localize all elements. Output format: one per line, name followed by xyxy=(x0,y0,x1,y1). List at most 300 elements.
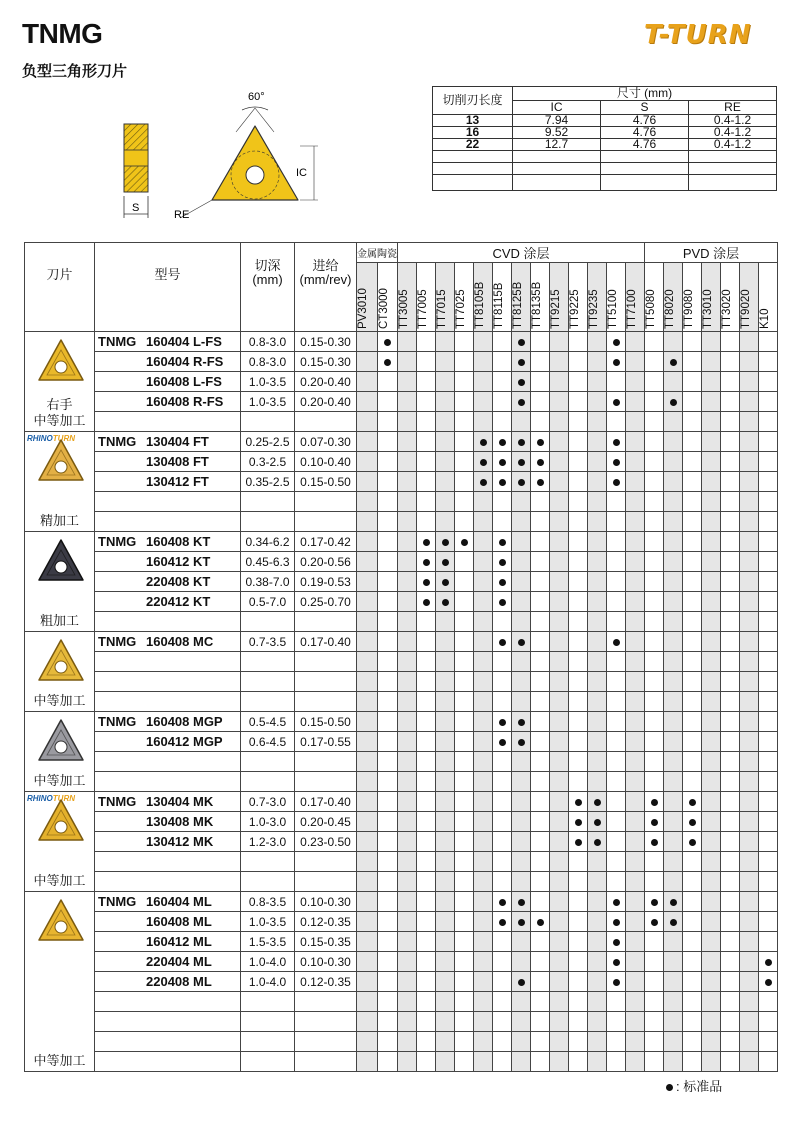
insert-mc-icon xyxy=(37,638,85,686)
grade-cell xyxy=(664,892,683,912)
grade-cell xyxy=(377,552,398,572)
grade-cell xyxy=(721,972,740,992)
grade-cell xyxy=(377,692,398,712)
grade-cell xyxy=(683,512,702,532)
machining-type-label: 中等加工 xyxy=(33,873,86,888)
grade-cell xyxy=(702,832,721,852)
grade-cell xyxy=(474,872,493,892)
feed-value xyxy=(295,1012,357,1032)
grade-cell xyxy=(626,452,645,472)
table-row xyxy=(25,952,778,972)
standard-dot-icon xyxy=(575,839,582,846)
grade-cell xyxy=(588,832,607,852)
grade-cell xyxy=(474,652,493,672)
grade-cell xyxy=(417,632,436,652)
grade-cell xyxy=(588,872,607,892)
table-row xyxy=(25,732,778,752)
table-row xyxy=(25,852,778,872)
grade-cell xyxy=(493,432,512,452)
grade-cell xyxy=(493,872,512,892)
grade-cell xyxy=(436,772,455,792)
grade-cell xyxy=(759,852,778,872)
grade-cell xyxy=(398,392,417,412)
grade-cell xyxy=(664,812,683,832)
grade-cell xyxy=(493,372,512,392)
grade-cell xyxy=(512,772,531,792)
grade-cell xyxy=(398,552,417,572)
grade-cell xyxy=(398,352,417,372)
grade-cell xyxy=(398,612,417,632)
grade-cell xyxy=(645,652,664,672)
grade-cell xyxy=(740,872,759,892)
grade-cell xyxy=(721,812,740,832)
grade-cell xyxy=(759,352,778,372)
feed-value xyxy=(295,992,357,1012)
grade-cell xyxy=(474,1052,493,1072)
grade-header xyxy=(626,263,645,332)
grade-cell xyxy=(377,372,398,392)
grade-cell xyxy=(512,952,531,972)
standard-dot-icon xyxy=(670,399,677,406)
grade-cell xyxy=(683,492,702,512)
grade-cell xyxy=(455,492,474,512)
grade-cell xyxy=(436,472,455,492)
grade-cell xyxy=(531,752,550,772)
grade-cell xyxy=(645,852,664,872)
feed-value xyxy=(295,852,357,872)
grade-cell xyxy=(702,452,721,472)
grade-cell xyxy=(721,512,740,532)
grade-cell xyxy=(740,552,759,572)
grade-cell xyxy=(357,372,378,392)
grade-cell xyxy=(664,692,683,712)
grade-cell xyxy=(417,392,436,412)
machining-type-label: 右手 中等加工 xyxy=(33,397,86,428)
grade-header xyxy=(455,263,474,332)
grade-cell xyxy=(588,572,607,592)
grade-cell xyxy=(664,1012,683,1032)
model-prefix: TNMG xyxy=(98,634,137,649)
grade-cell xyxy=(588,932,607,952)
grade-cell xyxy=(607,612,626,632)
grade-table xyxy=(24,242,778,1072)
grade-cell xyxy=(550,552,569,572)
grade-cell xyxy=(398,472,417,492)
grade-cell xyxy=(377,532,398,552)
grade-cell xyxy=(550,832,569,852)
grade-header xyxy=(493,263,512,332)
grade-cell xyxy=(474,472,493,492)
grade-cell xyxy=(702,392,721,412)
grade-cell xyxy=(550,1012,569,1032)
grade-cell xyxy=(357,852,378,872)
grade-cell xyxy=(512,912,531,932)
machining-type-label: 精加工 xyxy=(39,513,79,528)
grade-cell xyxy=(550,892,569,912)
grade-cell xyxy=(357,812,378,832)
grade-cell xyxy=(531,1012,550,1032)
grade-cell xyxy=(455,752,474,772)
grade-cell xyxy=(436,332,455,352)
grade-cell xyxy=(550,472,569,492)
grade-cell xyxy=(474,592,493,612)
grade-cell xyxy=(721,712,740,732)
grade-cell xyxy=(512,412,531,432)
model-code xyxy=(95,912,241,932)
grade-cell xyxy=(398,812,417,832)
grade-cell xyxy=(702,572,721,592)
model-number: 160408 KT xyxy=(146,534,211,549)
grade-cell xyxy=(493,692,512,712)
grade-cell xyxy=(759,572,778,592)
feed-value: 0.17-0.40 xyxy=(295,632,357,652)
grade-cell xyxy=(569,872,588,892)
grade-cell xyxy=(721,592,740,612)
grade-cell xyxy=(702,512,721,532)
grade-cell xyxy=(417,912,436,932)
grade-cell xyxy=(531,892,550,912)
grade-cell xyxy=(702,752,721,772)
ic-dimension-label: IC xyxy=(296,167,307,179)
grade-cell xyxy=(569,992,588,1012)
grade-cell xyxy=(759,792,778,812)
grade-cell xyxy=(377,652,398,672)
grade-cell xyxy=(569,1012,588,1032)
model-code xyxy=(95,732,241,752)
table-row xyxy=(25,592,778,612)
grade-cell xyxy=(398,712,417,732)
grade-cell xyxy=(455,432,474,452)
grade-cell xyxy=(512,872,531,892)
grade-cell xyxy=(683,692,702,712)
grade-cell xyxy=(569,1032,588,1052)
group-pvd: PVD 涂层 xyxy=(645,243,778,263)
grade-label: TT9235 xyxy=(588,289,600,329)
standard-dot-icon xyxy=(689,839,696,846)
model-code xyxy=(95,412,241,432)
grade-cell xyxy=(645,532,664,552)
grade-cell xyxy=(550,432,569,452)
model-code xyxy=(95,1032,241,1052)
standard-dot-icon xyxy=(518,479,525,486)
grade-cell xyxy=(626,912,645,932)
grade-cell xyxy=(474,992,493,1012)
grade-cell xyxy=(474,612,493,632)
grade-cell xyxy=(721,892,740,912)
grade-cell xyxy=(455,812,474,832)
grade-cell xyxy=(740,612,759,632)
grade-cell xyxy=(474,512,493,532)
grade-cell xyxy=(569,672,588,692)
grade-label: TT3010 xyxy=(702,289,714,329)
grade-cell xyxy=(569,492,588,512)
grade-cell xyxy=(721,572,740,592)
grade-cell xyxy=(455,732,474,752)
header-model: 型号 xyxy=(95,243,241,332)
grade-cell xyxy=(377,872,398,892)
grade-cell xyxy=(398,332,417,352)
grade-cell xyxy=(377,952,398,972)
grade-cell xyxy=(569,952,588,972)
feed-value: 0.15-0.35 xyxy=(295,932,357,952)
grade-cell xyxy=(740,372,759,392)
grade-cell xyxy=(702,372,721,392)
grade-cell xyxy=(531,812,550,832)
grade-cell xyxy=(550,372,569,392)
standard-dot-icon xyxy=(575,819,582,826)
model-number: 160408 MC xyxy=(146,634,214,649)
grade-cell xyxy=(474,552,493,572)
standard-dot-icon xyxy=(575,799,582,806)
grade-cell xyxy=(455,1032,474,1052)
grade-cell xyxy=(474,672,493,692)
model-code xyxy=(95,952,241,972)
table-row xyxy=(25,552,778,572)
grade-cell xyxy=(357,672,378,692)
grade-cell xyxy=(377,812,398,832)
grade-cell xyxy=(417,452,436,472)
grade-cell xyxy=(474,732,493,752)
grade-cell xyxy=(721,352,740,372)
grade-cell xyxy=(626,692,645,712)
grade-cell xyxy=(626,672,645,692)
grade-cell xyxy=(683,712,702,732)
table-row xyxy=(25,792,778,812)
grade-cell xyxy=(759,812,778,832)
grade-cell xyxy=(702,792,721,812)
grade-cell xyxy=(512,652,531,672)
grade-cell xyxy=(588,512,607,532)
grade-cell xyxy=(398,692,417,712)
grade-cell xyxy=(626,812,645,832)
grade-cell xyxy=(531,1032,550,1052)
grade-cell xyxy=(683,672,702,692)
grade-cell xyxy=(569,712,588,732)
grade-cell xyxy=(550,652,569,672)
grade-cell xyxy=(398,512,417,532)
depth-value: 0.34-6.2 xyxy=(241,532,295,552)
grade-cell xyxy=(721,732,740,752)
standard-dot-icon xyxy=(518,899,525,906)
grade-cell xyxy=(588,712,607,732)
grade-cell xyxy=(702,872,721,892)
grade-cell xyxy=(588,372,607,392)
grade-cell xyxy=(550,512,569,532)
grade-cell xyxy=(512,792,531,812)
standard-dot-icon xyxy=(423,599,430,606)
grade-cell xyxy=(626,652,645,672)
grade-cell xyxy=(645,512,664,532)
dim-length: 22 xyxy=(433,139,513,151)
grade-cell xyxy=(759,952,778,972)
grade-cell xyxy=(759,1052,778,1072)
model-number: 130408 FT xyxy=(146,454,209,469)
grade-cell xyxy=(645,812,664,832)
grade-header xyxy=(740,263,759,332)
grade-cell xyxy=(455,692,474,712)
grade-cell xyxy=(645,912,664,932)
grade-cell xyxy=(417,352,436,372)
insert-cell xyxy=(25,792,95,892)
grade-cell xyxy=(702,1032,721,1052)
grade-cell xyxy=(474,892,493,912)
grade-label: TT3005 xyxy=(398,289,410,329)
grade-cell xyxy=(569,472,588,492)
standard-dot-icon xyxy=(666,1084,673,1091)
grade-cell xyxy=(607,592,626,612)
grade-cell xyxy=(417,372,436,392)
model-code xyxy=(95,992,241,1012)
grade-cell xyxy=(531,572,550,592)
model-code xyxy=(95,1052,241,1072)
model-number: 130404 FT xyxy=(146,434,209,449)
grade-cell xyxy=(740,392,759,412)
grade-cell xyxy=(759,592,778,612)
grade-cell xyxy=(455,792,474,812)
grade-cell xyxy=(588,632,607,652)
depth-value: 0.3-2.5 xyxy=(241,452,295,472)
grade-cell xyxy=(377,672,398,692)
grade-cell xyxy=(607,652,626,672)
grade-cell xyxy=(398,832,417,852)
feed-value: 0.15-0.30 xyxy=(295,352,357,372)
grade-cell xyxy=(398,452,417,472)
grade-cell xyxy=(569,812,588,832)
grade-cell xyxy=(664,532,683,552)
grade-cell xyxy=(721,832,740,852)
grade-cell xyxy=(683,732,702,752)
grade-cell xyxy=(377,892,398,912)
depth-value: 0.8-3.0 xyxy=(241,352,295,372)
grade-header xyxy=(436,263,455,332)
grade-cell xyxy=(740,592,759,612)
grade-cell xyxy=(721,932,740,952)
grade-cell xyxy=(550,492,569,512)
grade-cell xyxy=(626,792,645,812)
grade-header xyxy=(569,263,588,332)
grade-cell xyxy=(759,332,778,352)
grade-cell xyxy=(417,432,436,452)
grade-cell xyxy=(398,892,417,912)
grade-cell xyxy=(740,932,759,952)
grade-cell xyxy=(531,392,550,412)
model-code xyxy=(95,932,241,952)
grade-cell xyxy=(474,632,493,652)
grade-cell xyxy=(721,752,740,772)
grade-cell xyxy=(645,1032,664,1052)
model-prefix: TNMG xyxy=(98,714,137,729)
grade-cell xyxy=(588,1032,607,1052)
grade-cell xyxy=(531,932,550,952)
grade-header xyxy=(512,263,531,332)
grade-cell xyxy=(588,472,607,492)
model-code xyxy=(95,572,241,592)
grade-cell xyxy=(531,612,550,632)
insert-cell xyxy=(25,332,95,432)
grade-cell xyxy=(455,452,474,472)
standard-dot-icon xyxy=(613,899,620,906)
grade-cell xyxy=(569,1052,588,1072)
grade-cell xyxy=(683,612,702,632)
grade-cell xyxy=(531,1052,550,1072)
grade-cell xyxy=(664,472,683,492)
grade-cell xyxy=(377,1012,398,1032)
grade-cell xyxy=(531,772,550,792)
grade-cell xyxy=(417,892,436,912)
grade-cell xyxy=(759,412,778,432)
depth-value: 1.5-3.5 xyxy=(241,932,295,952)
grade-cell xyxy=(417,832,436,852)
grade-cell xyxy=(683,772,702,792)
grade-cell xyxy=(645,612,664,632)
grade-cell xyxy=(512,812,531,832)
grade-cell xyxy=(377,352,398,372)
grade-cell xyxy=(357,992,378,1012)
grade-cell xyxy=(626,1032,645,1052)
grade-cell xyxy=(455,352,474,372)
grade-cell xyxy=(759,992,778,1012)
grade-label: TT5100 xyxy=(607,289,619,329)
grade-cell xyxy=(721,652,740,672)
table-row xyxy=(25,352,778,372)
grade-cell xyxy=(512,712,531,732)
dim-row-empty xyxy=(433,151,777,163)
table-row xyxy=(25,572,778,592)
dimension-table xyxy=(432,86,777,191)
grade-cell xyxy=(683,592,702,612)
model-code xyxy=(95,812,241,832)
model-number: 160408 MGP xyxy=(146,714,223,729)
grade-cell xyxy=(493,952,512,972)
model-number: 220408 ML xyxy=(146,974,212,989)
grade-cell xyxy=(645,492,664,512)
model-code xyxy=(95,612,241,632)
grade-cell xyxy=(740,412,759,432)
standard-dot-icon xyxy=(499,899,506,906)
grade-cell xyxy=(759,872,778,892)
feed-value: 0.19-0.53 xyxy=(295,572,357,592)
grade-cell xyxy=(377,932,398,952)
grade-cell xyxy=(550,972,569,992)
depth-value: 1.0-3.5 xyxy=(241,372,295,392)
depth-value xyxy=(241,1012,295,1032)
grade-cell xyxy=(721,372,740,392)
grade-cell xyxy=(493,1012,512,1032)
grade-cell xyxy=(740,512,759,532)
grade-cell xyxy=(377,792,398,812)
table-row xyxy=(25,992,778,1012)
grade-cell xyxy=(664,832,683,852)
dim-row xyxy=(433,139,777,151)
standard-dot-icon xyxy=(499,739,506,746)
top-view-shape xyxy=(180,107,318,218)
model-code xyxy=(95,332,241,352)
grade-cell xyxy=(588,912,607,932)
grade-cell xyxy=(550,912,569,932)
grade-label: TT8115B xyxy=(493,282,505,329)
grade-cell xyxy=(357,1052,378,1072)
standard-dot-icon xyxy=(670,359,677,366)
machining-type-label: 中等加工 xyxy=(33,773,86,788)
grade-cell xyxy=(512,692,531,712)
grade-cell xyxy=(683,632,702,652)
grade-cell xyxy=(357,452,378,472)
depth-value: 0.38-7.0 xyxy=(241,572,295,592)
grade-header xyxy=(759,263,778,332)
grade-cell xyxy=(645,792,664,812)
re-dimension-label: RE xyxy=(174,209,190,221)
grade-header xyxy=(588,263,607,332)
